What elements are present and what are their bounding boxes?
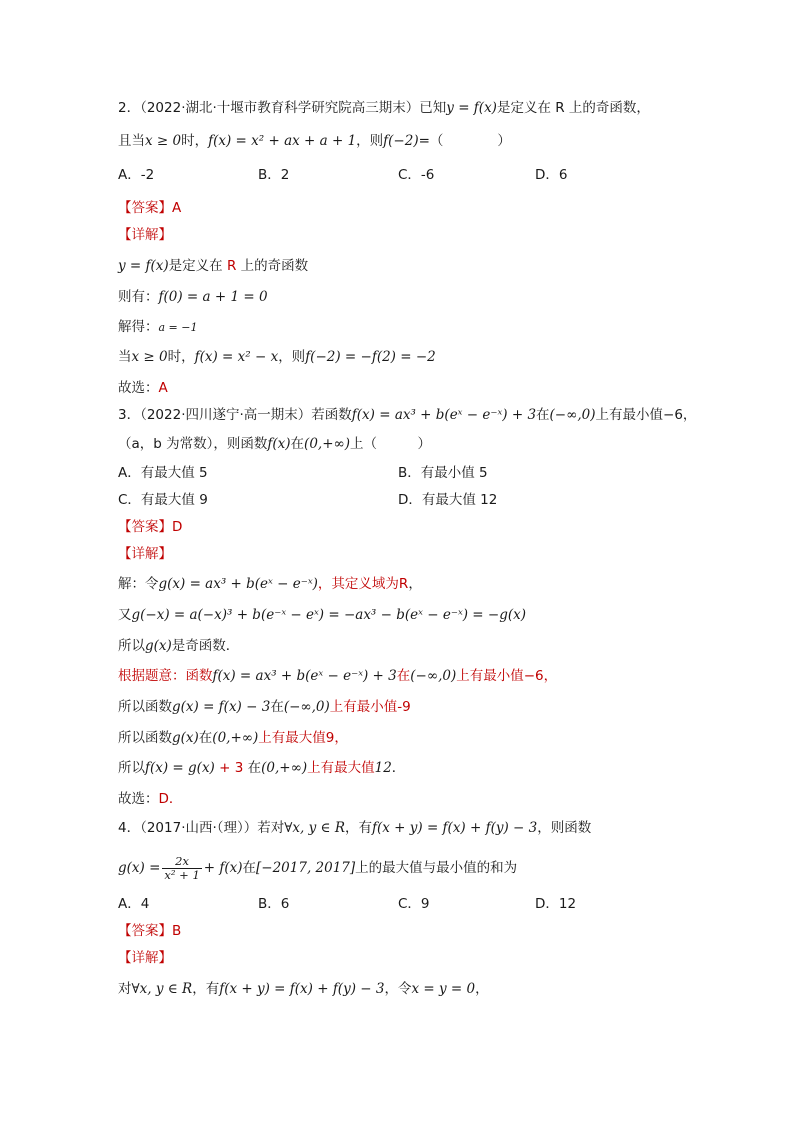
text: 故选：	[118, 380, 159, 396]
q4-option-a[interactable]: A．4	[118, 896, 150, 912]
text: 上有最小值	[329, 699, 398, 715]
math: f(0) = a + 1 = 0	[158, 289, 268, 305]
q2-solution-line-4	[118, 347, 436, 367]
q2-solution-line-1	[118, 256, 308, 276]
math: f(x + y) = f(x) + f(y) − 3	[372, 820, 538, 836]
q2-option-a[interactable]: A．-2	[118, 167, 155, 183]
text: 对	[118, 981, 132, 997]
text: ，令	[384, 981, 412, 997]
q2-stem-line-1	[118, 98, 650, 118]
math: (−∞,0)	[549, 407, 596, 423]
text: 当	[118, 349, 132, 365]
q3-answer	[118, 517, 182, 537]
math: (−∞,0)	[410, 668, 457, 684]
text: 解：令	[118, 576, 159, 592]
math: y = f(x)	[118, 258, 169, 274]
q4-option-b[interactable]: B．6	[258, 896, 290, 912]
math: g(−x) = a(−x)³ + b(e⁻ˣ − eˣ) = −ax³ − b(eˣ − e⁻ˣ) = −g(x)	[131, 607, 526, 623]
math: f(x) = g(x)	[145, 760, 215, 776]
text: ，其定义域为	[317, 576, 399, 592]
q3-option-b[interactable]: B．有最小值 5	[398, 465, 488, 481]
text: （a，b 为常数），则函数	[118, 436, 268, 452]
text: 在	[270, 699, 284, 715]
math: f(x) = ax³ + b(eˣ − e⁻ˣ) + 3	[351, 407, 537, 423]
text: D．	[158, 791, 183, 807]
text: 上有最小值−6，	[456, 668, 558, 684]
q4-solution-line-1	[118, 979, 489, 999]
q2-detail-label: 【详解】	[118, 227, 172, 243]
text: 所以	[118, 638, 145, 654]
q4-answer	[118, 921, 181, 941]
q3-stem-line-2	[118, 434, 431, 454]
text: + 3	[219, 760, 244, 776]
q4-option-d[interactable]: D．12	[535, 896, 577, 912]
text: 时，	[167, 349, 195, 365]
math: ∀x, y ∈ R	[284, 820, 345, 836]
text: ，	[408, 576, 422, 592]
text: 在	[396, 668, 411, 684]
q2-stem-text: =（ ）	[418, 133, 511, 149]
math: g(x)	[172, 730, 199, 746]
q2-stem-tail: 是定义在 R 上的奇函数，	[496, 100, 650, 116]
text: 根据题意：函数	[118, 668, 213, 684]
q2-option-c[interactable]: C．-6	[398, 167, 435, 183]
q2-solution-line-3	[118, 317, 197, 338]
math: x = y = 0	[411, 981, 476, 997]
text: 在	[536, 407, 550, 423]
q2-stem-text: 时，	[181, 133, 209, 149]
q3-detail-label: 【详解】	[118, 546, 172, 562]
answer-value: A	[172, 200, 182, 216]
text: -9	[397, 699, 411, 715]
fraction	[162, 855, 201, 882]
text: ，有	[345, 820, 372, 836]
math: a = −1	[158, 321, 198, 334]
text: 所以函数	[118, 730, 172, 746]
text: 所以	[118, 760, 145, 776]
text: ，有	[192, 981, 220, 997]
math: f(x + y) = f(x) + f(y) − 3	[219, 981, 385, 997]
text: ，则函数	[537, 820, 592, 836]
text: 上有最大值	[258, 730, 326, 746]
text: 4．（2017·山西·（理））若对	[118, 820, 285, 836]
q3-solution-line-5	[118, 697, 411, 717]
q2-stem-line-2	[118, 131, 511, 151]
q3-solution-line-6	[118, 728, 348, 748]
q2-option-b[interactable]: B．2	[258, 167, 290, 183]
q2-condition: x ≥ 0	[145, 133, 182, 149]
q2-option-d[interactable]: D．6	[535, 167, 568, 183]
answer-label: 【答案】	[118, 923, 172, 939]
text: ．	[391, 760, 406, 776]
answer-value: B	[172, 923, 182, 939]
text: 上的最大值与最小值的和为	[355, 860, 518, 876]
fraction-denominator: x² + 1	[164, 867, 200, 882]
math: g(x)	[145, 638, 172, 654]
answer-value: D	[172, 519, 183, 535]
math: x ≥ 0	[131, 349, 168, 365]
text: ，则	[278, 349, 306, 365]
math: g(x) = f(x) − 3	[172, 699, 271, 715]
math: (0,+∞)	[261, 760, 308, 776]
text: ，	[475, 981, 489, 997]
q4-detail-label: 【详解】	[118, 950, 172, 966]
text: 是奇函数．	[171, 638, 240, 654]
q4-stem-line-2	[118, 854, 517, 882]
text: 所以函数	[118, 699, 172, 715]
text: 在	[242, 860, 257, 876]
q3-solution-line-1	[118, 574, 422, 594]
answer-label: 【答案】	[118, 200, 172, 216]
math: f(x) = ax³ + b(eˣ − e⁻ˣ) + 3	[212, 668, 397, 684]
q2-stem-math: y = f(x)	[446, 100, 497, 116]
text: 则有：	[118, 289, 159, 305]
q2-solution-line-2	[118, 287, 268, 307]
text: R	[398, 576, 409, 592]
math: g(x) =	[118, 860, 161, 876]
q4-option-c[interactable]: C．9	[398, 896, 430, 912]
q3-solution-line-2	[118, 605, 526, 625]
math: f(x)	[267, 436, 291, 452]
math: (−∞,0)	[283, 699, 330, 715]
text: 在	[247, 760, 262, 776]
q3-option-a[interactable]: A．有最大值 5	[118, 465, 208, 481]
text: 3．（2022·四川遂宁·高一期末）若函数	[118, 407, 352, 423]
q2-function: f(x) = x² + ax + a + 1	[208, 133, 357, 149]
text: R	[226, 258, 237, 274]
text: 在	[290, 436, 305, 452]
q2-stem-text: 2．（2022·湖北·十堰市教育科学研究院高三期末）已知	[118, 100, 447, 116]
q2-stem-text: 且当	[118, 133, 145, 149]
q3-solution-line-7	[118, 758, 405, 778]
q2-ask: f(−2)	[383, 133, 419, 149]
q3-conclusion	[118, 789, 182, 809]
text: 故选：	[118, 791, 159, 807]
math: (0,+∞)	[212, 730, 259, 746]
q2-answer	[118, 198, 181, 218]
text: 又	[118, 607, 132, 623]
math: g(x) = ax³ + b(eˣ − e⁻ˣ)	[158, 576, 318, 592]
answer-label: 【答案】	[118, 519, 172, 535]
q3-option-d[interactable]: D．有最大值 12	[398, 492, 498, 508]
math: [−2017, 2017]	[256, 860, 356, 876]
q2-stem-text: ，则	[356, 133, 384, 149]
q3-option-c[interactable]: C．有最大值 9	[118, 492, 208, 508]
text: 9，	[325, 730, 348, 746]
q3-solution-line-4	[118, 666, 557, 686]
text: 上（ ）	[350, 436, 432, 452]
math: 12	[374, 760, 392, 776]
q2-conclusion	[118, 378, 168, 398]
text: 在	[198, 730, 213, 746]
text: 上有最小值−6，	[595, 407, 697, 423]
text: 是定义在	[168, 258, 223, 274]
text: 解得：	[118, 319, 159, 335]
math: f(−2) = −f(2) = −2	[305, 349, 436, 365]
fraction-numerator: 2x	[162, 855, 201, 869]
math: f(x) = x² − x	[194, 349, 279, 365]
text: A	[158, 380, 168, 396]
math: ∀x, y ∈ R	[131, 981, 193, 997]
q3-solution-line-3	[118, 636, 239, 656]
text: 上有最大值	[307, 760, 375, 776]
q3-stem-line-1	[118, 405, 696, 425]
q4-stem-line-1	[118, 818, 591, 838]
text: 上的奇函数	[240, 258, 309, 274]
math: + f(x)	[203, 860, 243, 876]
math: (0,+∞)	[304, 436, 351, 452]
